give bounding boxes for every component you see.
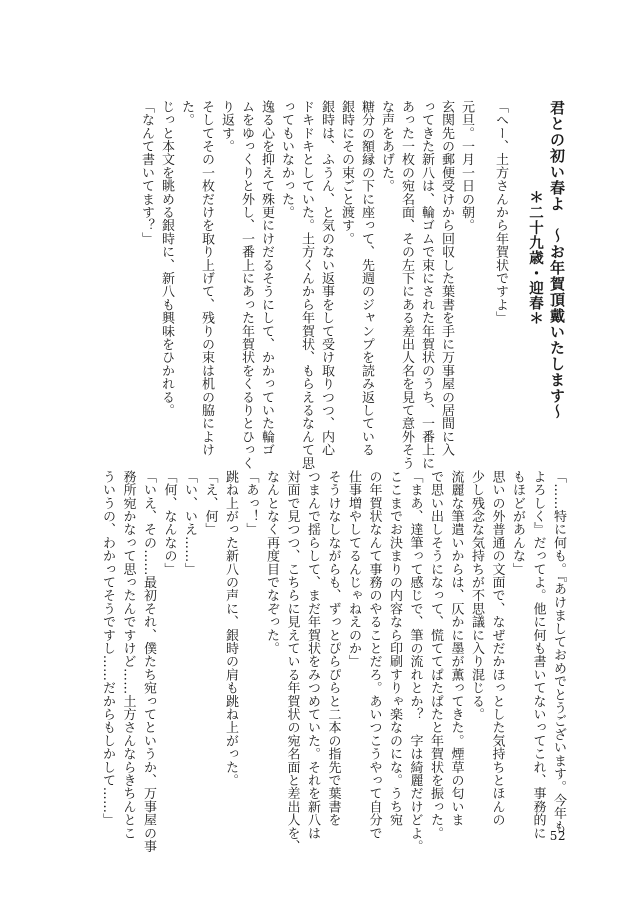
text-line: 逸る心を抑えて殊更にけだるそうにして、かかっていた輪ゴ [259, 100, 274, 457]
text-line: 銀時にその束ごと渡す。 [339, 100, 354, 246]
text-line: 「あっ！」 [243, 470, 259, 536]
text-line: 「い、いえ……」 [182, 470, 197, 576]
text-line: なんとなく再度目でなぞった。 [264, 470, 279, 655]
text-line: もほどがあんな」 [510, 470, 525, 576]
text-line: 流麗な筆遣いからは、仄かに墨が薫ってきた。煙草の匂いま [448, 470, 464, 827]
text-line: 元旦。一月一日の朝。 [459, 100, 474, 232]
text-line: そしてその一枚だけを取り上げて、残りの束は机の脇によけ [199, 100, 214, 457]
text-line: 仕事増やしてるんじゃねえのか」 [346, 470, 361, 668]
title-gap [510, 100, 524, 430]
text-line: あった一枚の宛名面、その左下にある差出人名を見て意外そう [399, 100, 414, 470]
text-line: 「まあ、達筆って感じで、筆の流れとか？ 字は綺麗だけどよ。 [407, 470, 423, 853]
text-line: た。 [179, 100, 194, 127]
text-line: 「……特に何も。『あけましておめでとうございます。今年も [551, 470, 566, 834]
paragraph-gap [476, 100, 490, 430]
story-subtitle: ＊二十九歳・迎春＊ [527, 190, 544, 326]
text-line: 「何、なんなの」 [161, 470, 177, 576]
text-line: 対面で見つつ、こちらに見えている年賀状の宛名面と差出人を、 [284, 470, 300, 853]
text-line: じっと本文を眺める銀時に、新八も興味をひかれる。 [159, 100, 174, 417]
story-title: 君との初い春よ ～お年賀頂戴いたします～ [548, 100, 566, 420]
text-line: 跳ね上がった新八の声に、銀時の肩も跳ね上がった。 [223, 470, 238, 787]
text-line: 思いの外普通の文面で、なぜだかほっとした気持ちとほんの [489, 470, 505, 827]
text-line: ってもいなかった。 [279, 100, 294, 219]
text-line: 銀時は、ふうん、と気のない返事をして受け取りつつ、内心 [319, 100, 334, 457]
text-line: 「へー、土方さんから年賀状ですよ」 [493, 100, 508, 325]
text-line: 務所宛かなって思ったんですけど……土方さんならきちんとこ [120, 470, 136, 840]
text-line: 糖分の額縁の下に座って、先週のジャンプを読み返している [359, 100, 374, 457]
text-line: つまんで揺らして、まだ年賀状をみつめていた。それを新八は [305, 470, 320, 840]
page-number: 52 [549, 829, 566, 843]
text-line: 「いえ、その……最初それ、僕たち宛ってというか、万事屋の事 [141, 470, 156, 853]
text-line: ここまでお決まりの内容なら印刷すりゃ楽なのにな。うち宛 [387, 470, 402, 827]
upper-text-block [38, 100, 568, 470]
text-line: 「なんて書いてます？」 [139, 100, 154, 246]
text-line: 少し残念な気持ちが不思議に入り混じる。 [469, 470, 484, 721]
text-line: り返す。 [219, 100, 234, 153]
text-line: な声をあげた。 [379, 100, 394, 193]
text-line: の年賀状なんて事務のやることだろ。あいつこうやって自分で [366, 470, 382, 840]
text-line: で思い出しそうになって、慌ててぱたぱたと年賀状を振った。 [428, 470, 443, 840]
text-line: そうけなしながらも、ずっとぴらぴらと二本の指先で葉書を [325, 470, 341, 827]
text-line: ムをゆっくりと外し、一番上にあった年賀状をくるりとひっく [239, 100, 254, 470]
text-line: よろしく』だってよ。他に何も書いてないってこれ、事務的に [530, 470, 546, 840]
text-line: ういうの、わかってそうですし……だからもしかして……」 [100, 470, 115, 827]
text-line: ドキドキとしていた。土方くんから年賀状、もらえるなんて思 [299, 100, 314, 470]
text-line: 「え、何」 [202, 470, 218, 536]
text-line: 玄関先の郵便受けから回収した葉書を手に万事屋の居間に入 [439, 100, 454, 457]
text-line: ってきた新八は、輪ゴムで束にされた年賀状のうち、一番上に [419, 100, 434, 470]
